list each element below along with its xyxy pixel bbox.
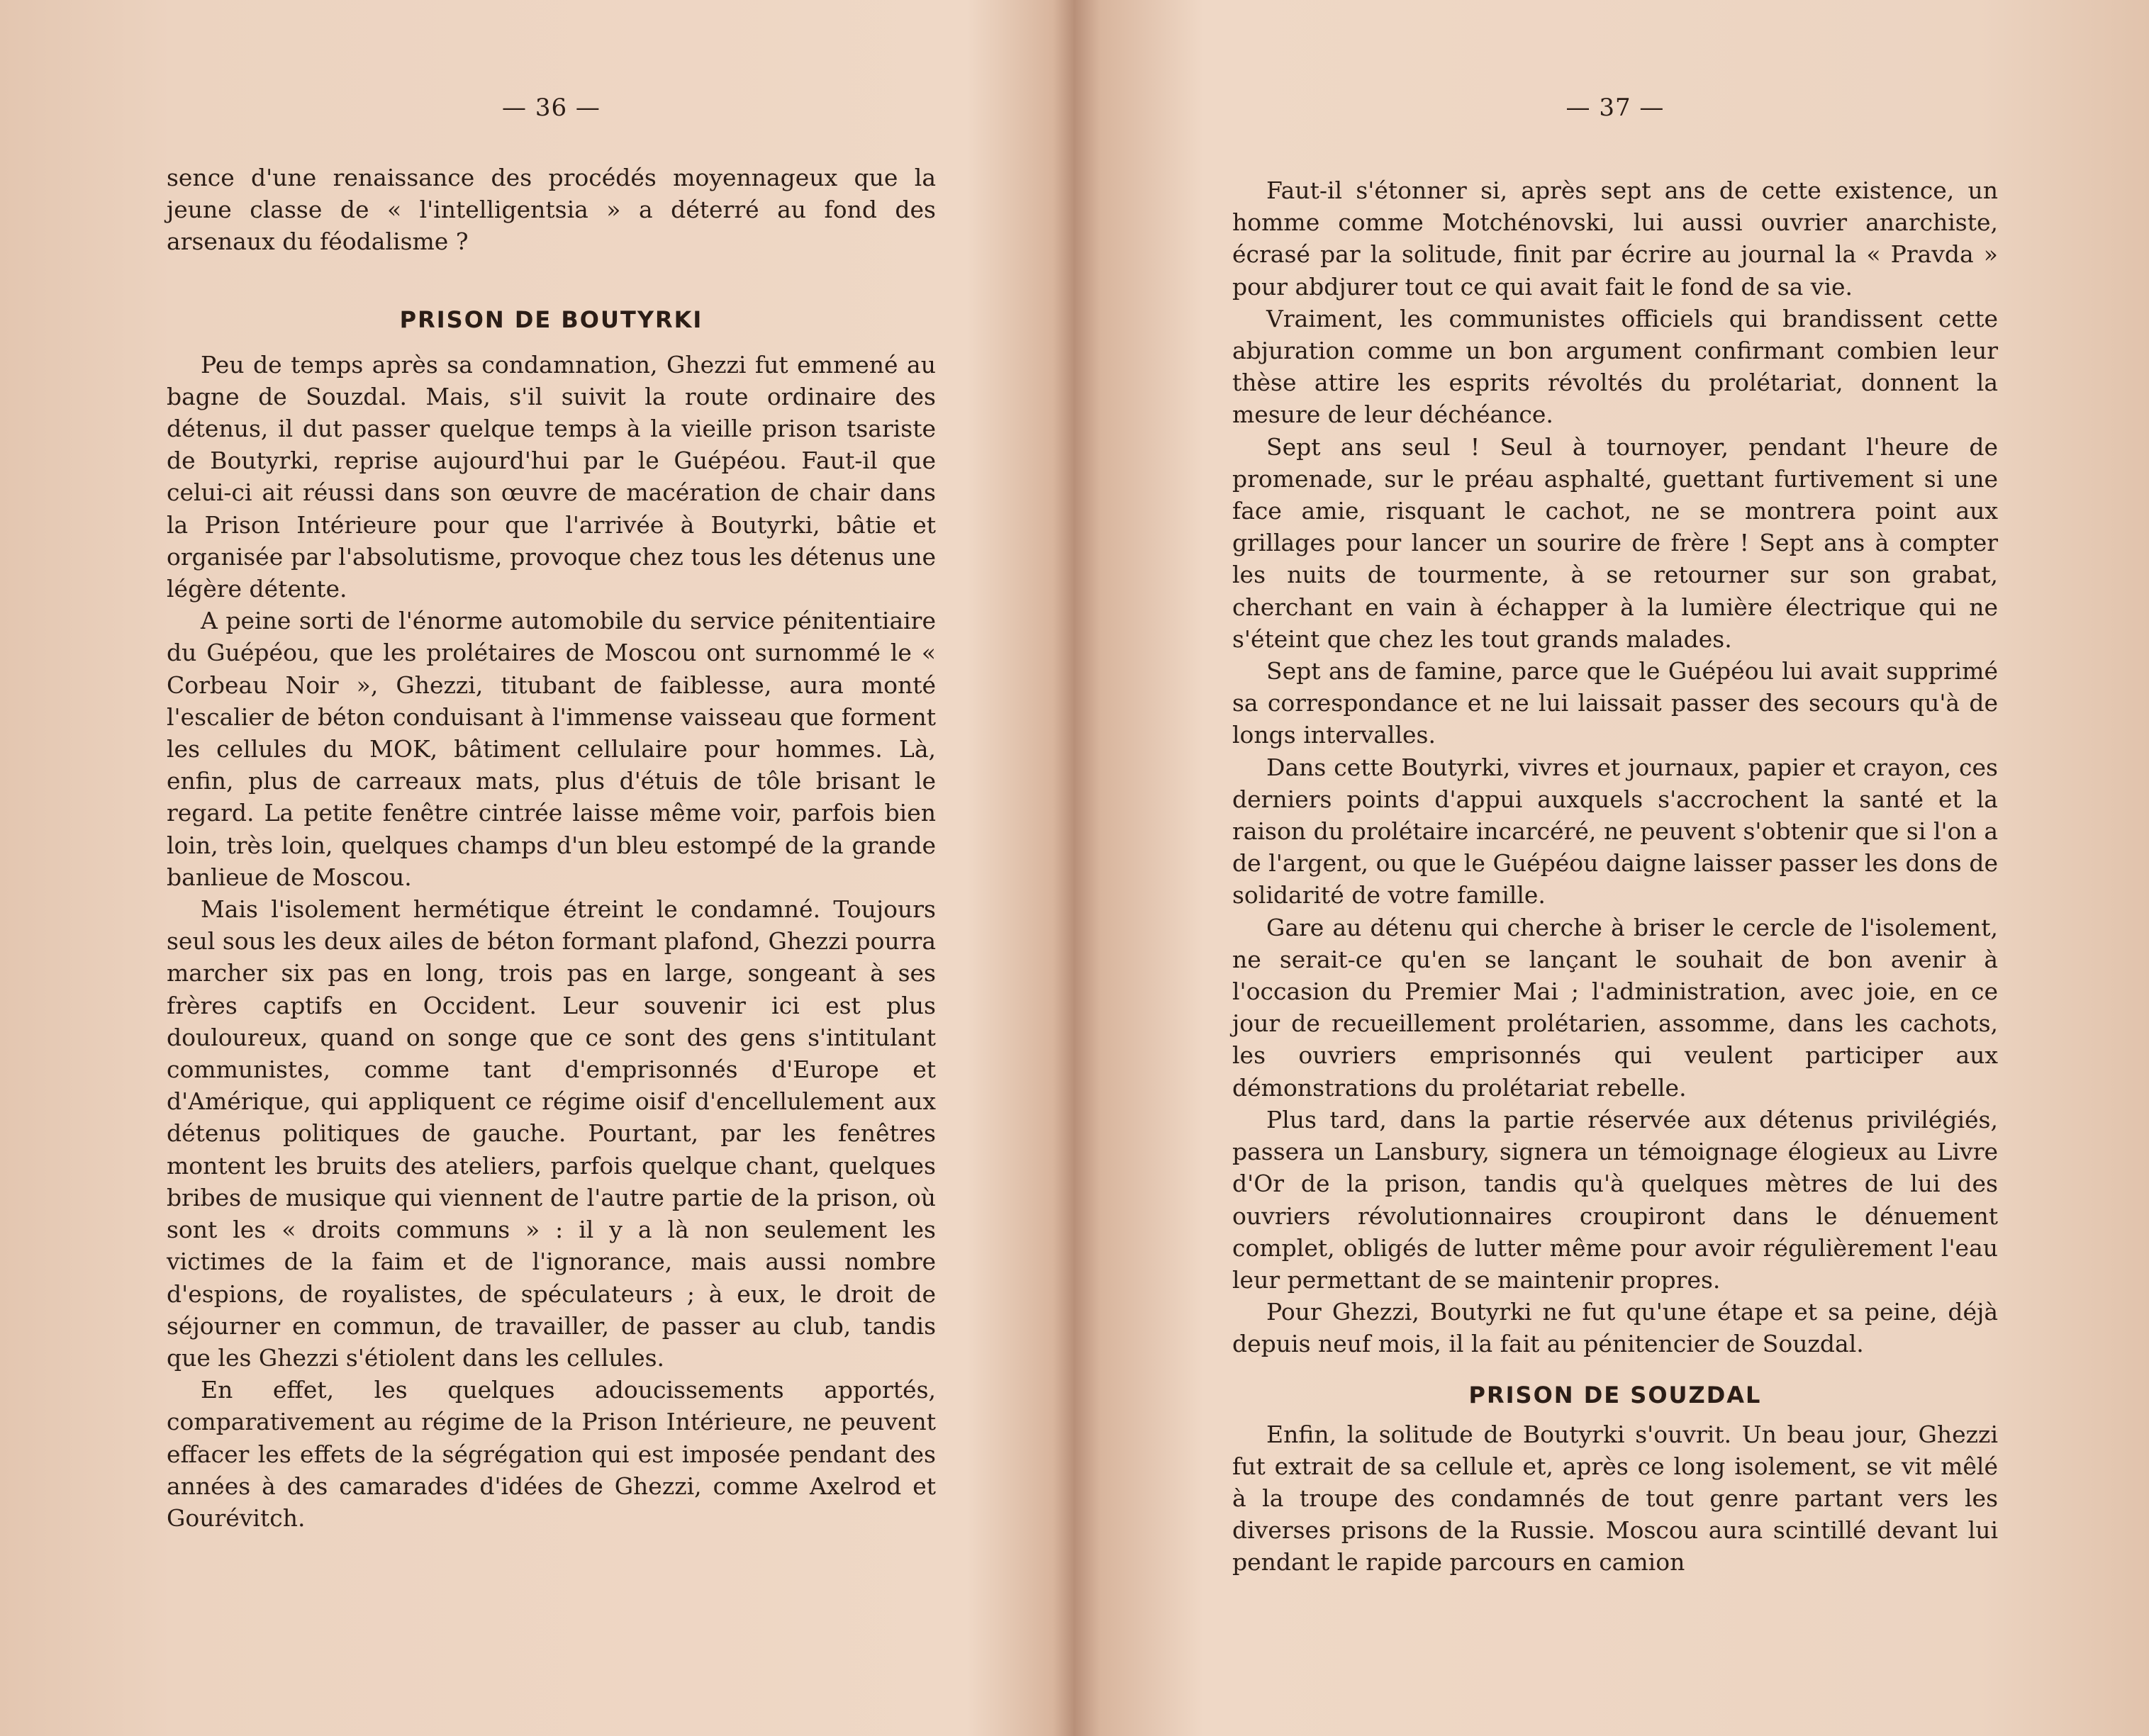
right-text-block [1232,174,1998,1579]
section-heading: PRISON DE SOUZDAL [1468,1381,1762,1409]
paragraph: Gare au détenu qui cherche à briser le cercle de l'isolement, ne serait-ce qu'en se lançant le souhait de bon avenir à l'occasion du Premier Mai ; l'administration, avec joie, en ce jour de recueillement prolétarien, assomme, dans les cachots, les ouvriers emprisonnés qui veulent participer aux démonstrations du prolétariat rebelle. [1232,913,1998,1102]
paragraph: A peine sorti de l'énorme automobile du service pénitentiaire du Guépéou, que les prolétaires de Moscou ont surnommé le « Corbeau Noir », Ghezzi, titubant de faiblesse, aura monté l'escalier de béton conduisant à l'immense vaisseau que forment les cellules du MOK, bâtiment cellulaire pour hommes. Là, enfin, plus de carreaux mats, plus d'étuis de tôle brisant le regard. La petite fenêtre cintrée laisse même voir, parfois bien loin, très loin, quelques champs d'un bleu estompé de la grande banlieue de Moscou. [167,607,936,891]
paragraph: Faut-il s'étonner si, après sept ans de cette existence, un homme comme Motchénovski, lui aussi ouvrier anarchiste, écrasé par la solitude, finit par écrire au journal la « Pravda » pour abdjurer tout ce qui avait fait le fond de sa vie. [1232,177,1998,301]
paragraph: Sept ans de famine, parce que le Guépéou lui avait supprimé sa correspondance et ne lui laissait passer des secours qu'à de longs intervalles. [1232,657,1998,749]
paragraph: Vraiment, les communistes officiels qui brandissent cette abjuration comme un bon argument confirmant combien leur thèse attire les esprits révoltés du prolétariat, donnent la mesure de leur déchéance. [1232,304,1998,429]
paragraph: Sept ans seul ! Seul à tournoyer, pendant l'heure de promenade, sur le préau asphalté, guettant furtivement si une face amie, risquant le cachot, ne se montrera point aux grillages pour lancer un sourire de frère ! Sept ans à compter les nuits de tourmente, à se retourner sur son grabat, cherchant en vain à échapper à la lumière électrique qui ne s'éteint que chez les tout grands malades. [1232,432,1998,653]
left-page [167,0,936,1736]
paragraph: Pour Ghezzi, Boutyrki ne fut qu'une étape et sa peine, déjà depuis neuf mois, il la fait au pénitencier de Souzdal. [1232,1298,1998,1358]
page-number: — 37 — [1565,94,1665,122]
paragraph: En effet, les quelques adoucissements apportés, comparativement au régime de la Prison Intérieure, ne peuvent effacer les effets de la ségrégation qui est imposée pendant des années à des camarades d'idées de Ghezzi, comme Axelrod et Gourévitch. [167,1376,936,1532]
paragraph: Enfin, la solitude de Boutyrki s'ouvrit. Un beau jour, Ghezzi fut extrait de sa cellule et, après ce long isolement, se vit mêlé à la troupe des condamnés de tout genre partant vers les diverses prisons de la Russie. Moscou aura scintillé devant lui pendant le rapide parcours en camion [1232,1420,1998,1577]
paragraph: sence d'une renaissance des procédés moyennageux que la jeune classe de « l'intelligentsia » a déterré au fond des arsenaux du féodalisme ? [167,164,936,256]
right-page [1232,0,1998,1736]
paragraph: Plus tard, dans la partie réservée aux détenus privilégiés, passera un Lansbury, signera un témoignage élogieux au Livre d'Or de la prison, tandis qu'à quelques mètres de lui des ouvriers révolutionnaires croupiront dans le dénuement complet, obligés de lutter même pour avoir régulièrement l'eau leur permettant de se maintenir propres. [1232,1105,1998,1294]
section-heading: PRISON DE BOUTYRKI [399,306,703,333]
paragraph: Peu de temps après sa condamnation, Ghezzi fut emmené au bagne de Souzdal. Mais, s'il suivit la route ordinaire des détenus, il dut passer quelque temps à la vieille prison tsariste de Boutyrki, reprise aujourd'hui par le Guépéou. Faut-il que celui-ci ait réussi dans son œuvre de macération de chair dans la Prison Intérieure pour que l'arrivée à Boutyrki, bâtie et organisée par l'absolutisme, provoque chez tous les détenus une légère détente. [167,350,936,603]
paragraph: Dans cette Boutyrki, vivres et journaux, papier et crayon, ces derniers points d'appui auxquels s'accrochent la santé et la raison du prolétaire incarcéré, ne peuvent s'obtenir que si l'on a de l'argent, ou que le Guépéou daigne laisser passer les dons de solidarité de votre famille. [1232,753,1998,909]
left-text-block [167,162,936,1534]
page-number: — 36 — [502,94,601,122]
paragraph: Mais l'isolement hermétique étreint le condamné. Toujours seul sous les deux ailes de béton formant plafond, Ghezzi pourra marcher six pas en long, trois pas en large, songeant à ses frères captifs en Occident. Leur souvenir ici est plus douloureux, quand on songe que ce sont des gens s'intitulant communistes, comme tant d'emprisonnés d'Europe et d'Amérique, qui appliquent ce régime oisif d'encellulement aux détenus politiques de gauche. Pourtant, par les fenêtres montent les bruits des ateliers, parfois quelque chant, quelques bribes de musique qui viennent de l'autre partie de la prison, où sont les « droits communs » : il y a là non seulement les victimes de la faim et de l'ignorance, mais aussi nombre d'espions, de royalistes, de spéculateurs ; à eux, le droit de séjourner en commun, de travailler, de passer au club, tandis que les Ghezzi s'étiolent dans les cellules. [167,895,936,1372]
